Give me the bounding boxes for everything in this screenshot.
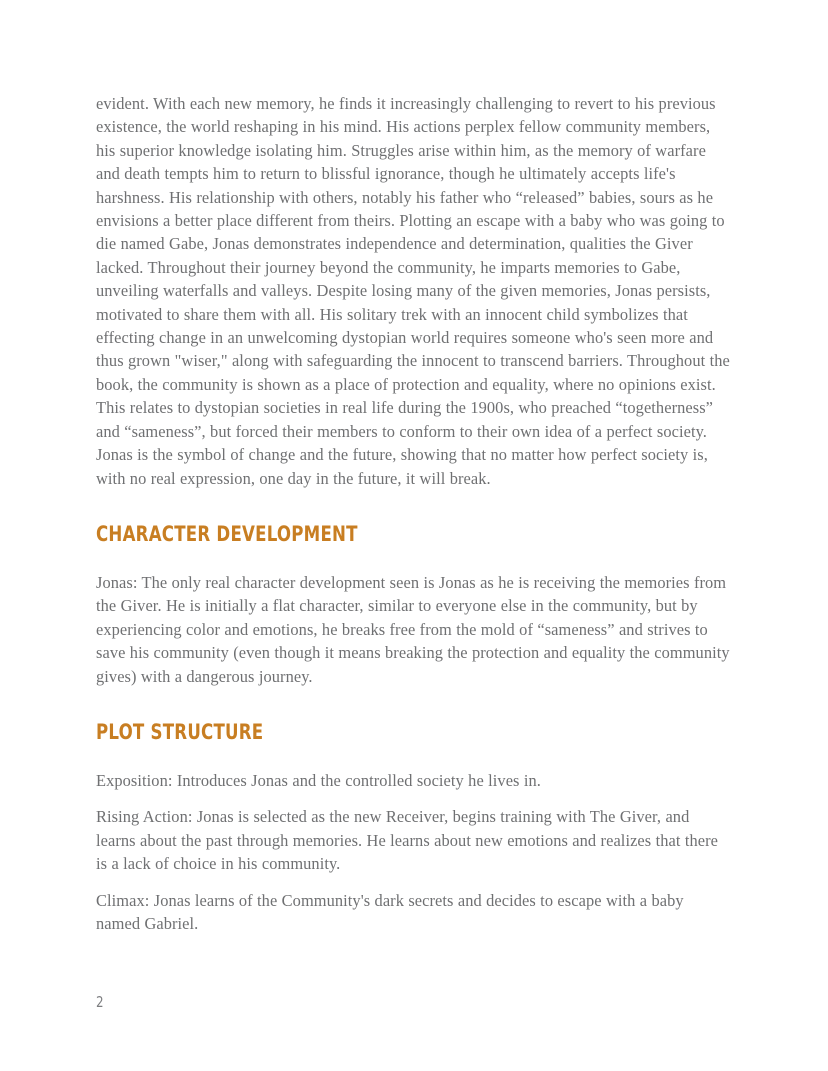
spacer <box>96 547 732 571</box>
page-content <box>96 92 732 935</box>
rising-action-paragraph: Rising Action: Jonas is selected as the new Receiver, begins training with The Giver, and learns about the past through memories. He learns about new emotions and realizes that there is a lack of choice in his community. <box>96 807 719 874</box>
spacer <box>96 490 732 523</box>
climax-paragraph: Climax: Jonas learns of the Community's dark secrets and decides to escape with a baby named Gabriel. <box>96 890 684 933</box>
spacer <box>96 688 732 721</box>
exposition-paragraph: Exposition: Introduces Jonas and the controlled society he lives in. <box>96 770 541 790</box>
continued-analysis-paragraph: evident. With each new memory, he finds it increasingly challenging to revert to his previous existence, the world reshaping in his mind. His actions perplex fellow community members, his superior knowledge isolating him. Struggles arise within him, as the memory of warfare and death tempts him to return to blissful ignorance, though he ultimately accepts life's harshness. His relationship with others, notably his father who “released” babies, sours as he envisions a better place different from theirs. Plotting an escape with a baby who was going to die named Gabe, Jonas demonstrates independence and determination, qualities the Giver lacked. Throughout their journey beyond the community, he imparts memories to Gabe, unveiling waterfalls and valleys. Despite losing many of the given memories, Jonas persists, motivated to share them with all. His solitary trek with an innocent child symbolizes that effecting change in an unwelcoming dystopian world requires someone who's seen more and thus grown "wiser," along with safeguarding the innocent to transcend barriers. Throughout the book, the community is shown as a place of protection and equality, where no opinions exist. This relates to dystopian societies in real life during the 1900s, who preached “togetherness” and “sameness”, but forced their members to conform to their own idea of a perfect society. Jonas is the symbol of change and the future, showing that no matter how perfect society is, with no real expression, one day in the future, it will break. <box>96 94 730 488</box>
plot-structure-heading: PLOT STRUCTURE <box>96 719 264 745</box>
character-development-paragraph: Jonas: The only real character development seen is Jonas as he is receiving the memories from the Giver. He is initially a flat character, similar to everyone else in the community, but by experiencing color and emotions, he breaks free from the mold of “sameness” and strives to save his community (even though it means breaking the protection and equality the community gives) with a dangerous journey. <box>96 572 730 686</box>
spacer <box>96 745 732 769</box>
page-number: 2 <box>96 993 104 1011</box>
character-development-heading: CHARACTER DEVELOPMENT <box>96 521 358 547</box>
